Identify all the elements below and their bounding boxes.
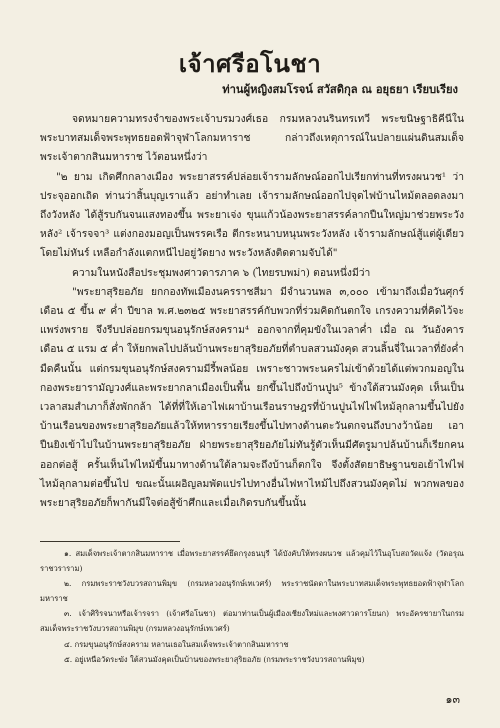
- author-line: ท่านผู้หญิงสมโรจน์ สวัสดิกุล ณ อยุธยา เรียบเรียง: [222, 83, 458, 96]
- quote-paragraph: "พระยาสุริยอภัย ยกกองทัพเมืองนครราชสีมา มีจำนวนพล ๓,๐๐๐ เข้ามาถึงเมื่อวันศุกร์ เดือน ๕ ขึ้น ๙ ค่ำ ปีขาล พ.ศ.๒๓๒๕ พระยาสรรค์กับพวกที่ร่วมคิดกันตกใจ เกรงความที่คิดไว้จะแพร่งพราย จึงรีบปล่อยกรมขุนอนุรักษ์สงคราม⁴ ออกจากที่คุมขังในเวลาค่ำ เมื่อ ณ วันอังคาร เดือน ๕ แรม ๕ ค่ำ ให้ยกพลไปปล้นบ้านพระยาสุริยอภัยที่ตำบลสวนมังคุด สวนลิ้นจี่ในเวลาที่ยังค่ำมืดคืนนั้น แต่กรมขุนอนุรักษ์สงครามมีรี้พลน้อย เพราะชาวพระนครไม่เข้าด้วยได้แต่พวกมอญในกองพระยารามัญวงศ์และพระยากลาเมืองเป็นพื้น ยกขึ้นไปถึงบ้านปูน⁵ ข้างใต้สวนมังคุด เห็นเป็นเวลาสมสำเภาก็สั่งพักกล้า ได้ที่ที่ให้เอาไฟเผาบ้านเรือนราษฎรที่บ้านปูนไฟไฟไหม้ลุกลามขึ้นไปยังบ้านเรือนของพระยาสุริยอภัยแล้วให้ทหารรายเรียงขึ้นไปทางด้านตะวันตกจนถึงบางว้าน้อย เอาปืนยิงเข้าไปในบ้านพระยาสุริยอภัย ฝ่ายพระยาสุริยอภัยไม่ทันรู้ตัวเห็นมีศัตรูมาปล้นบ้านก็เรียกคนออกต่อสู้ ครั้นเห็นไฟไหม้ขึ้นมาทางด้านใต้ลามจะถึงบ้านก็ตกใจ จึงตั้งสัตยาธิษฐานขอเย้าไฟไฟไหม้ลุกลามต่อขึ้นไป ขณะนั้นเผอิญลมพัดแปรไปทางอื่นไฟหาไหม้ไปถึงสวนมังคุดไม่ พวกพลของพระยาสุริยอภัยก็พากันมีใจต่อสู้ข้าศึกและเมื่อเกิดรบกันขึ้นนั้น: [40, 285, 464, 510]
- footnote-divider: [40, 541, 180, 542]
- paragraph: ความในหนังสือประชุมพงศาวดารภาค ๖ (ไทยรบพม่า) ตอนหนึ่งมีว่า: [72, 266, 371, 279]
- quote-paragraph: "๒ ยาม เกิดศึกกลางเมือง พระยาสรรค์ปล่อยเจ้ารามลักษณ์ออกไปเรียกท่านที่ทรงผนวช¹ ว่าประจุออกเถิด ท่านว่าสิ้นบุญเราแล้ว อย่าทำเลย เจ้ารามลักษณ์ออกไปจุดไฟบ้านไหม้ตลอดลงมาถึงวังหลัง ได้สู้รบกันจนแสงทองขึ้น พระยาเจ่ง ขุนแก้วน้องพระยาสรรค์ลากปืนใหญ่มาช่วยพระวังหลัง² เจ้ารจจา³ แต่งกองมอญเป็นพรรคเรือ ตีกระหนาบหนุนพระวังหลัง เจ้ารามลักษณ์สู้แต่ผู้เดียวโดยไม่หันร์ เหลือกำลังแตกหนีไปอยู่วัดยาง พระวังหลังติดตามจับได้": [40, 170, 464, 260]
- page-title: เจ้าศรีอโนชา: [178, 50, 322, 78]
- footnote: ๕. อยู่เหนือวัดระฆัง ใต้สวนมังคุดเป็นบ้านของพระยาสุริยอภัย (กรมพระราชวังบวรสถานพิมุข): [64, 655, 365, 665]
- body-text: [40, 110, 464, 513]
- footnote: ๑. สมเด็จพระเจ้าตากสินมหาราช เมื่อพระยาสรรค์ยึดกรุงธนบุรี ได้บังคับให้ทรงผนวช แล้วคุมไว้ในอุโบสถวัดแจ้ง (วัดอรุณราชวราราม): [40, 549, 464, 573]
- footnote: ๔. กรมขุนอนุรักษ์สงคราม หลานเธอในสมเด็จพระเจ้าตากสินมหาราช: [64, 639, 289, 649]
- page-number: ๑๓: [445, 693, 460, 706]
- footnotes: [40, 547, 464, 669]
- footnote: ๒. กรมพระราชวังบวรสถานพิมุข (กรมหลวงอนุรักษ์เทเวศร์) พระราชนัดดาในพระบาทสมเด็จพระพุทธยอดฟ้าจุฬาโลกมหาราช: [40, 579, 464, 603]
- footnote: ๓. เจ้าศิริรจนาหรือเจ้ารจรา (เจ้าศรีอโนชา) ต่อมาท่านเป็นผู้เมืองเชียงใหม่และพงศาวดารโยนก) พระอัครชายาในกรมสมเด็จพระราชวังบวรสถานพิมุข (กรมหลวงอนุรักษ์เทเวศร์): [40, 609, 464, 633]
- paragraph: จดหมายความทรงจำของพระเจ้าบรมวงศ์เธอ กรมหลวงนรินทรเทวี พระขนิษฐาธิคีนีในพระบาทสมเด็จพระพุทธยอดฟ้าจุฬาโลกมหาราช กล่าวถึงเหตุการณ์ในปลายแผ่นดินสมเด็จพระเจ้าตากสินมหาราช ไว้ตอนหนึ่งว่า: [40, 113, 464, 164]
